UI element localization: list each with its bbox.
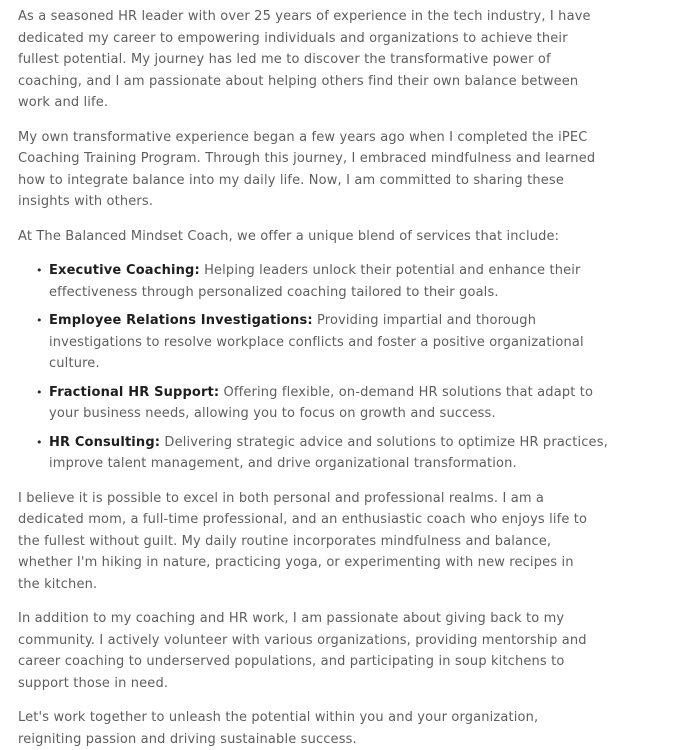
service-item-fractional-hr	[18, 382, 609, 425]
service-term: HR Consulting:	[49, 434, 161, 450]
service-term: Executive Coaching:	[49, 263, 200, 278]
service-item-hr-consulting	[18, 432, 609, 475]
service-item-employee-relations	[18, 310, 609, 375]
bullet-icon: •	[36, 264, 43, 277]
intro-paragraph-services: At The Balanced Mindset Coach, we offer a unique blend of services that include:	[18, 228, 560, 244]
service-description: Helping leaders unlock their potential and enhance their effectiveness through personalized coaching tailored to their goals.	[49, 263, 581, 300]
service-term: Fractional HR Support:	[49, 384, 220, 400]
service-description: Delivering strategic advice and solutions to optimize HR practices, improve talent management, and drive organizational transformation.	[49, 434, 608, 471]
intro-paragraph-ipec: My own transformative experience began a few years ago when I completed the iPEC Coaching Training Program. Through this journey, I embraced mindfulness and learned how to integrate balance into my daily life. Now, I am committed to sharing these insights with others.	[18, 129, 596, 209]
services-list	[18, 260, 662, 475]
bullet-icon: •	[36, 314, 43, 327]
service-description: Offering flexible, on-demand HR solutions that adapt to your business needs, allowing you to focus on growth and success.	[49, 384, 594, 421]
service-item-executive-coaching	[18, 260, 609, 303]
bullet-icon: •	[36, 435, 43, 449]
outro-paragraph-balance: I believe it is possible to excel in both personal and professional realms. I am a dedicated mom, a full-time professional, and an enthusiastic coach who enjoys life to the fullest without guilt. My daily routine incorporates mindfulness and balance, whether I'm hiking in nature, practicing yoga, or experimenting with new recipes in the kitchen.	[18, 490, 588, 592]
service-description: Providing impartial and thorough investigations to resolve workplace conflicts and foster a positive organizational culture.	[49, 313, 584, 371]
outro-paragraph-community: In addition to my coaching and HR work, I am passionate about giving back to my community. I actively volunteer with various organizations, providing mentorship and career coaching to underserved populations, and participating in soup kitchens to support those in need.	[18, 611, 587, 691]
service-term: Employee Relations Investigations:	[49, 313, 313, 328]
bullet-icon: •	[36, 385, 43, 399]
intro-paragraph-experience: As a seasoned HR leader with over 25 years of experience in the tech industry, I have dedicated my career to empowering individuals and organizations to achieve their fullest potential. My journey has led me to discover the transformative power of coaching, and I am passionate about helping others find their own balance between work and life.	[18, 9, 591, 110]
outro-paragraph-closing: Let's work together to unleash the potential within you and your organization, reigniting passion and driving sustainable success.	[18, 710, 539, 747]
